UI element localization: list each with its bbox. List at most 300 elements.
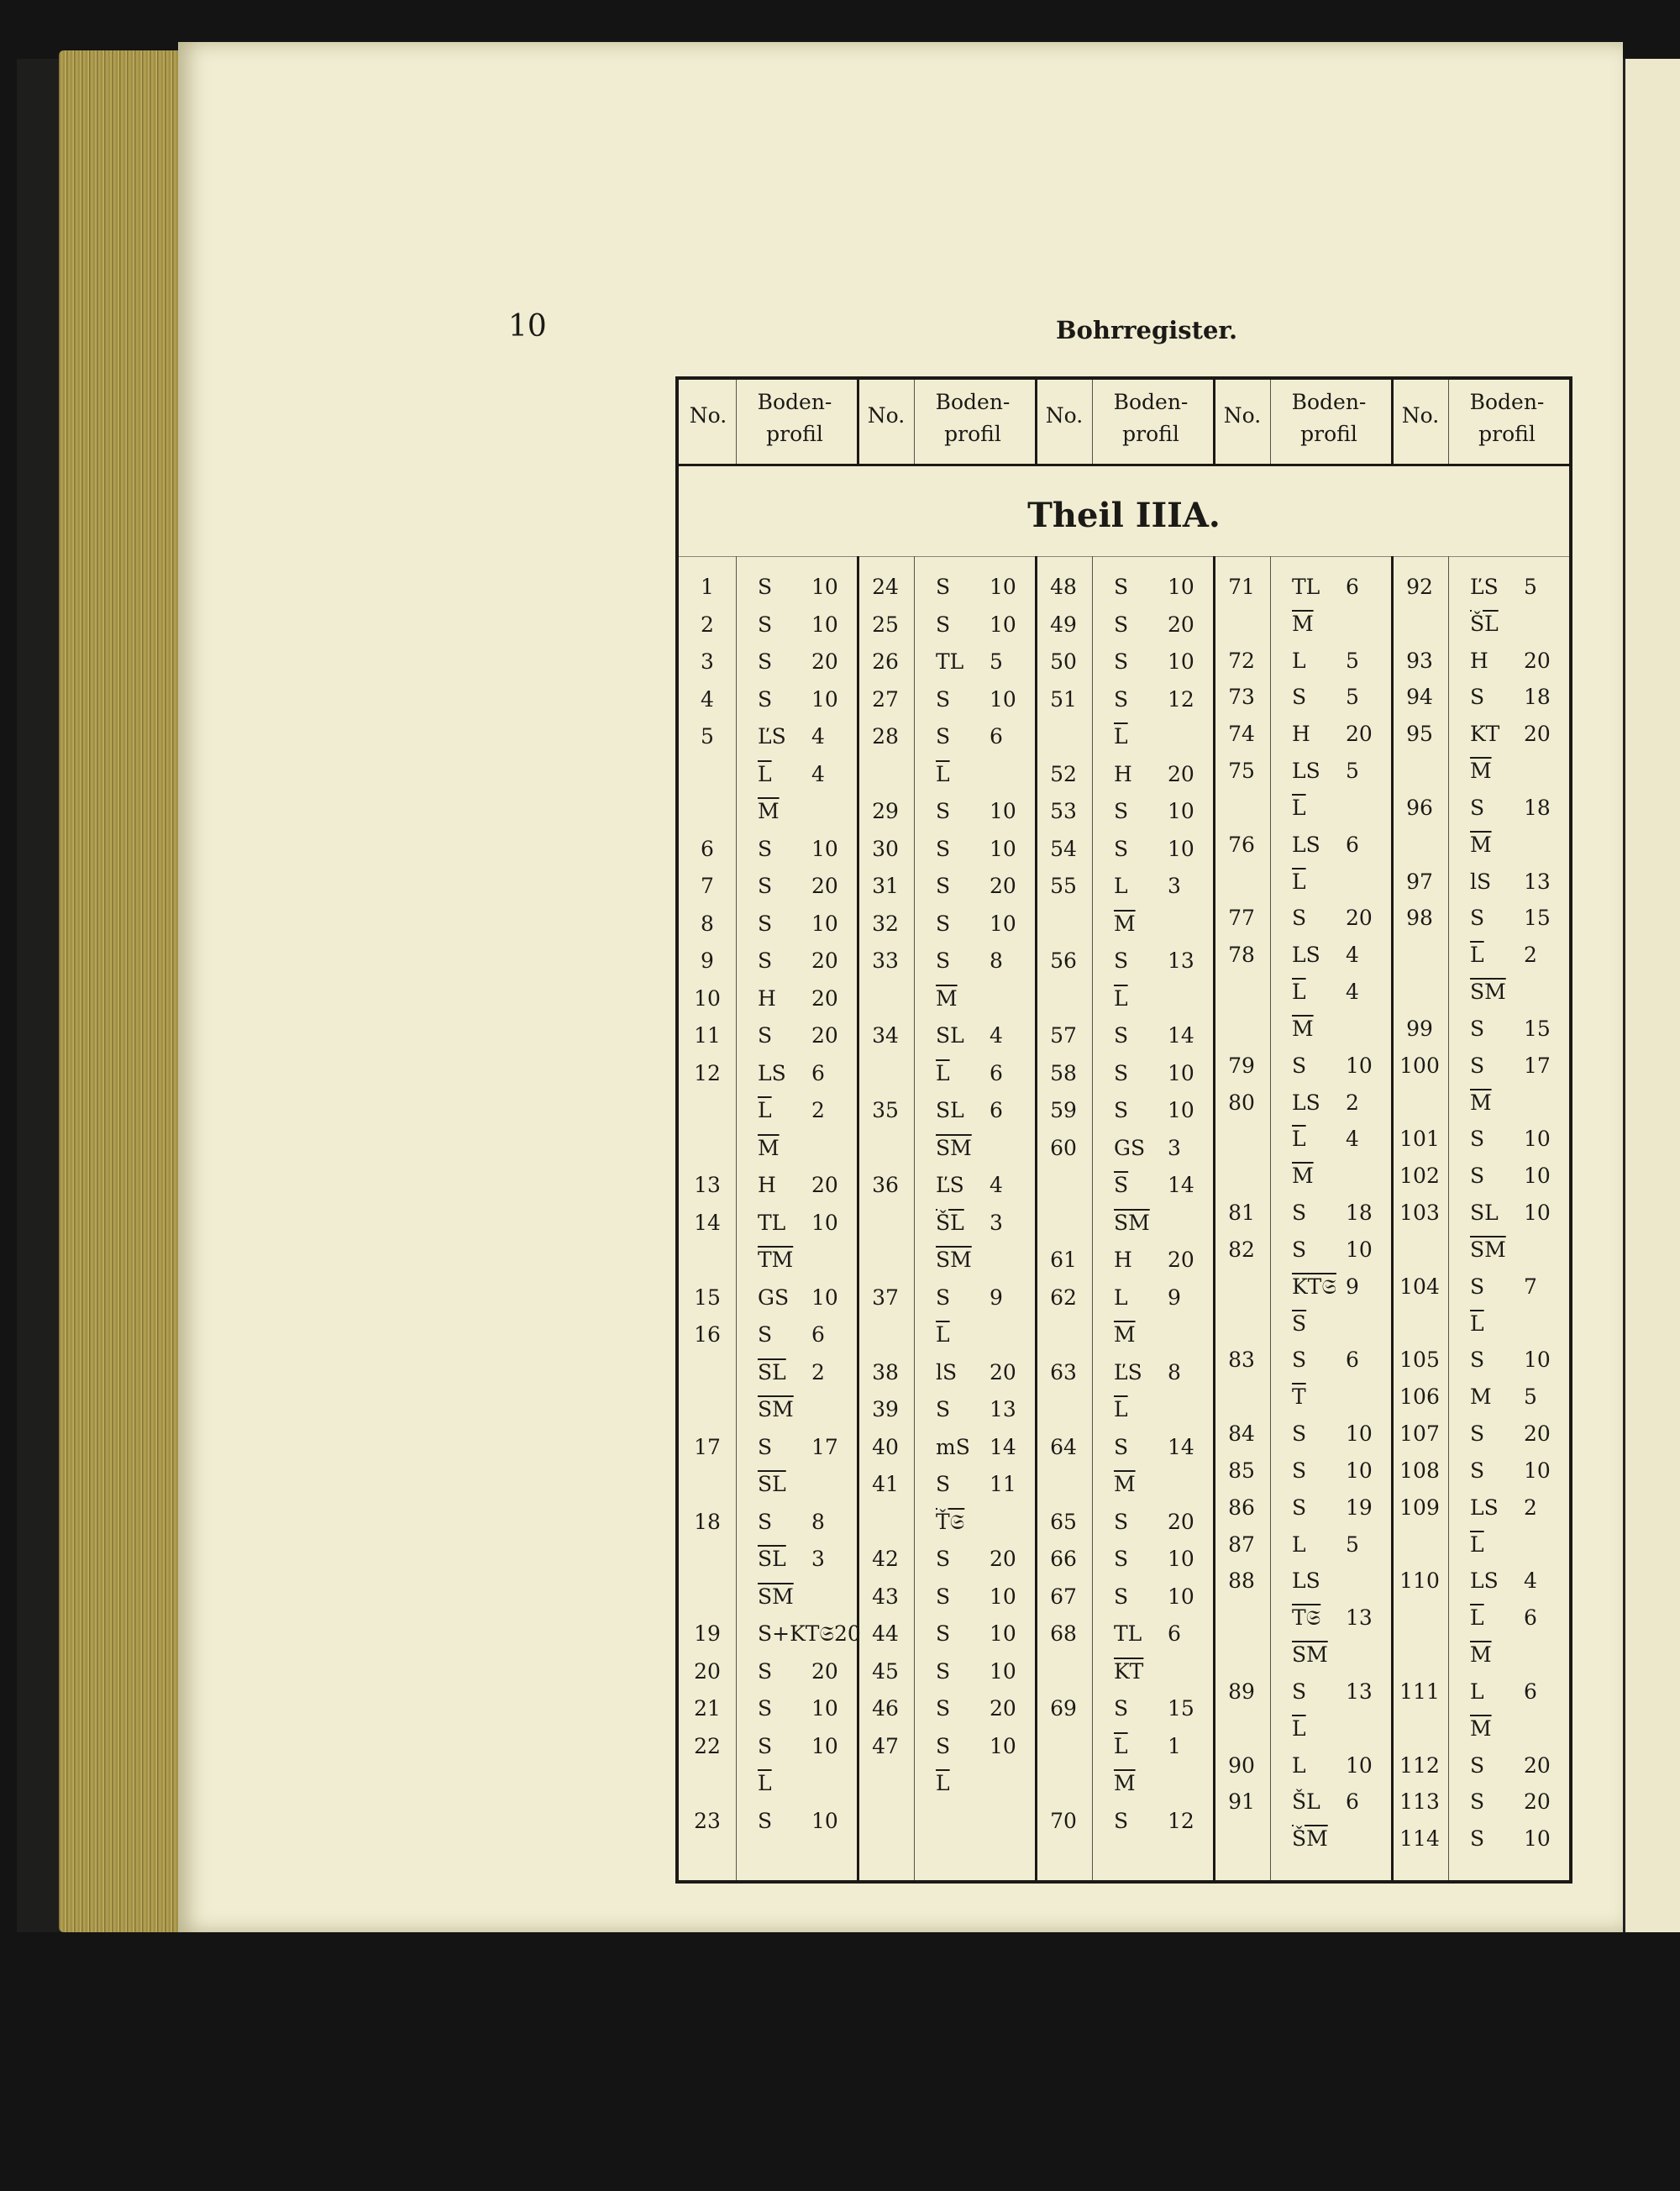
no-profile-separator-body (736, 556, 737, 1880)
depth-value: 10 (1346, 1752, 1373, 1778)
depth-value: 5 (990, 649, 1003, 674)
depth-value: 10 (1524, 1164, 1551, 1189)
entry-number: 60 (1050, 1135, 1077, 1160)
depth-value: 20 (811, 948, 838, 973)
entry-number: 27 (872, 686, 899, 712)
soil-code: S (758, 649, 773, 674)
entry-number: 104 (1399, 1274, 1440, 1299)
depth-value: 10 (1524, 1458, 1551, 1483)
soil-code: S (936, 575, 951, 599)
entry-number: 34 (872, 1023, 899, 1048)
entry-number: 59 (1050, 1098, 1077, 1122)
depth-value: 14 (1168, 1023, 1194, 1048)
soil-code: TL (1114, 1621, 1142, 1646)
soil-code: H (1470, 648, 1488, 673)
entry-number: 43 (872, 1584, 899, 1609)
soil-code: $\overline{L}$ (936, 1060, 950, 1085)
soil-code: $\overline{L}$ (1292, 1715, 1306, 1741)
soil-code: S (1114, 1434, 1129, 1459)
group-separator-body (1213, 556, 1215, 1880)
soil-code: LS (758, 1060, 786, 1085)
soil-code: $\overline{L}$ (1470, 1605, 1484, 1631)
entry-number: 32 (872, 911, 899, 936)
soil-code: $\overline{M}$ (1470, 759, 1492, 784)
depth-value: 15 (1524, 906, 1551, 931)
soil-code: $\overline{M}$ (758, 1135, 780, 1160)
depth-value: 10 (811, 686, 838, 712)
entry-number: 6 (701, 836, 714, 861)
soil-code: M (1470, 1384, 1492, 1410)
soil-code: S (936, 911, 951, 936)
entry-number: 58 (1050, 1060, 1077, 1085)
depth-value: 6 (811, 1322, 825, 1347)
entry-number: 84 (1228, 1421, 1255, 1447)
soil-code: S (1470, 1164, 1485, 1189)
soil-code: ĽS (1114, 1359, 1142, 1384)
depth-value: 14 (1168, 1173, 1194, 1197)
entry-number: 96 (1406, 795, 1433, 820)
depth-value: 12 (1168, 1808, 1194, 1833)
soil-code: T𝔖 (1292, 1605, 1321, 1631)
depth-value: 2 (1524, 1495, 1537, 1520)
soil-code: GS (758, 1285, 790, 1310)
soil-code: SL (936, 1023, 964, 1048)
depth-value: 20 (1168, 612, 1194, 637)
soil-code: S (936, 1733, 951, 1758)
soil-code: S (1114, 1547, 1129, 1571)
soil-code: SL (936, 1098, 964, 1122)
entry-number: 106 (1399, 1384, 1440, 1410)
depth-value: 20 (1168, 1509, 1194, 1534)
running-head: Bohrregister. (1056, 316, 1238, 344)
depth-value: 20 (990, 874, 1016, 898)
soil-code: $\overline{L}$ (758, 761, 772, 786)
soil-code: ĽS (758, 724, 786, 749)
entry-number: 18 (694, 1509, 721, 1534)
soil-code: TL (1292, 575, 1320, 599)
soil-code: S (936, 1397, 951, 1421)
soil-code: TL (936, 649, 964, 674)
depth-value: 10 (1346, 1053, 1373, 1078)
depth-value: 2 (811, 1359, 825, 1384)
entry-number: 48 (1050, 575, 1077, 599)
soil-code: $\overline{L}$ (1114, 724, 1128, 749)
soil-code: S (758, 686, 773, 712)
soil-code: $\overline{SL}$ (758, 1359, 786, 1384)
soil-code: $\overline{L}$ (1470, 943, 1484, 968)
depth-value: 10 (990, 575, 1016, 599)
entry-number: 15 (694, 1285, 721, 1310)
soil-code: S (936, 1547, 951, 1571)
soil-code: S (1470, 1016, 1485, 1041)
entry-number: 16 (694, 1322, 721, 1347)
soil-code: S (936, 612, 951, 637)
depth-value: 20 (1168, 761, 1194, 786)
depth-value: 9 (1168, 1285, 1181, 1310)
book-page (178, 42, 1623, 1932)
entry-number: 13 (694, 1173, 721, 1197)
soil-code: LS (1292, 943, 1320, 968)
depth-value: 10 (1168, 1584, 1194, 1609)
entry-number: 108 (1399, 1458, 1440, 1483)
entry-number: 80 (1228, 1090, 1255, 1115)
soil-code: S (1114, 836, 1129, 861)
soil-code: $\overline{M}$ (758, 799, 780, 823)
soil-code: $\overline{L}$ (758, 1771, 772, 1795)
depth-value: 20 (1346, 906, 1373, 931)
column-header-no: No. (689, 403, 727, 428)
entry-number: 69 (1050, 1696, 1077, 1721)
depth-value: 10 (1524, 1348, 1551, 1373)
soil-code: S (758, 911, 773, 936)
soil-code: $\overline{L}$ (1470, 1311, 1484, 1336)
soil-code: $\overline{L}$ (1470, 1532, 1484, 1557)
depth-value: 6 (1524, 1605, 1537, 1631)
soil-code: LS (1470, 1495, 1499, 1520)
soil-code: S (758, 1733, 773, 1758)
depth-value: 5 (1346, 1532, 1359, 1557)
entry-number: 22 (694, 1733, 721, 1758)
depth-value: 20 (811, 985, 838, 1011)
soil-code: $\overline{SM}$ (1292, 1642, 1328, 1668)
soil-code: S (1470, 906, 1485, 931)
entry-number: 102 (1399, 1164, 1440, 1189)
soil-code: $\overline{M}$ (1114, 1322, 1136, 1347)
soil-code: S (1114, 612, 1129, 637)
soil-code: $\overline{ŠL}$ (1470, 611, 1499, 636)
soil-code: $\overline{L}$ (936, 1322, 950, 1347)
entry-number: 109 (1399, 1495, 1440, 1520)
soil-code: $\overline{M}$ (1114, 1472, 1136, 1496)
soil-code: L (1292, 1752, 1306, 1778)
entry-number: 42 (872, 1547, 899, 1571)
depth-value: 6 (1346, 832, 1359, 857)
entry-number: 57 (1050, 1023, 1077, 1048)
entry-number: 21 (694, 1696, 721, 1721)
entry-number: 49 (1050, 612, 1077, 637)
next-page-edge (1623, 59, 1680, 1932)
depth-value: 4 (811, 761, 825, 786)
soil-code: $\overline{L}$ (758, 1098, 772, 1122)
soil-code: S (936, 1658, 951, 1684)
soil-code: S (758, 836, 773, 861)
depth-value: 3 (1168, 874, 1181, 898)
soil-code: $\overline{L}$ (1114, 985, 1128, 1011)
column-header-profile: Boden- profil (1291, 390, 1367, 446)
entry-number: 79 (1228, 1053, 1255, 1078)
soil-code: S (758, 1322, 773, 1347)
entry-number: 101 (1399, 1127, 1440, 1152)
depth-value: 10 (811, 911, 838, 936)
entry-number: 3 (701, 649, 714, 674)
depth-value: 6 (1346, 1348, 1359, 1373)
soil-code: LS (1292, 759, 1320, 784)
column-header-no: No. (867, 403, 906, 428)
no-profile-separator-body (1448, 556, 1449, 1880)
depth-value: 6 (990, 724, 1003, 749)
entry-number: 81 (1228, 1201, 1255, 1226)
depth-value: 20 (1168, 1248, 1194, 1272)
entry-number: 100 (1399, 1053, 1440, 1078)
soil-code: S (1292, 1495, 1307, 1520)
entry-number: 91 (1228, 1789, 1255, 1815)
entry-number: 24 (872, 575, 899, 599)
soil-code: S (1470, 1053, 1485, 1078)
entry-number: 38 (872, 1359, 899, 1384)
depth-value: 20 (1524, 722, 1551, 747)
soil-code: $\overline{SM}$ (1470, 980, 1506, 1005)
soil-code: S (1292, 1679, 1307, 1704)
entry-number: 75 (1228, 759, 1255, 784)
depth-value: 3 (990, 1210, 1003, 1235)
entry-number: 107 (1399, 1421, 1440, 1447)
entry-number: 83 (1228, 1348, 1255, 1373)
entry-number: 76 (1228, 832, 1255, 857)
depth-value: 10 (811, 1285, 838, 1310)
entry-number: 78 (1228, 943, 1255, 968)
soil-code: $\overline{M}$ (1292, 1164, 1314, 1189)
entry-number: 40 (872, 1434, 899, 1459)
soil-code: S (1114, 948, 1129, 973)
entry-number: 20 (694, 1658, 721, 1684)
entry-number: 90 (1228, 1752, 1255, 1778)
entry-number: 53 (1050, 799, 1077, 823)
depth-value: 8 (990, 948, 1003, 973)
entry-number: 5 (701, 724, 714, 749)
soil-code: ĽS (1470, 575, 1499, 599)
group-separator-body (857, 556, 859, 1880)
soil-code: S (1114, 1808, 1129, 1833)
soil-code: GS (1114, 1135, 1146, 1160)
soil-code: $\overline{L}$ (1292, 1127, 1306, 1152)
soil-code: $\overline{L}$ (936, 1771, 950, 1795)
soil-code: H (1114, 761, 1132, 786)
depth-value: 13 (1346, 1605, 1373, 1631)
entry-number: 31 (872, 874, 899, 898)
depth-value: 4 (811, 724, 825, 749)
entry-number: 19 (694, 1621, 721, 1646)
depth-value: 10 (811, 1210, 838, 1235)
entry-number: 71 (1228, 575, 1255, 599)
depth-value: 6 (990, 1060, 1003, 1085)
depth-value: 10 (1524, 1201, 1551, 1226)
soil-code: $\overline{M}$ (936, 985, 958, 1011)
entry-number: 11 (694, 1023, 721, 1048)
entry-number: 73 (1228, 685, 1255, 710)
soil-code: S (1292, 1201, 1307, 1226)
soil-code: $\overline{ŠL}$ (936, 1210, 964, 1235)
soil-code: S (1114, 799, 1129, 823)
depth-value: 10 (811, 575, 838, 599)
depth-value: 8 (1168, 1359, 1181, 1384)
soil-code: S (1114, 1098, 1129, 1122)
depth-value: 5 (1346, 648, 1359, 673)
soil-code: S (1114, 1584, 1129, 1609)
depth-value: 10 (1168, 836, 1194, 861)
depth-value: 10 (1168, 575, 1194, 599)
soil-code: $\overline{S}$ (1114, 1173, 1129, 1197)
column-header-no: No. (1045, 403, 1084, 428)
entry-number: 52 (1050, 761, 1077, 786)
depth-value: 10 (1168, 1547, 1194, 1571)
soil-code: $\overline{M}$ (1292, 611, 1314, 636)
entry-number: 88 (1228, 1568, 1255, 1594)
depth-value: 6 (1346, 575, 1359, 599)
entry-number: 62 (1050, 1285, 1077, 1310)
soil-code: S (1114, 575, 1129, 599)
entry-number: 65 (1050, 1509, 1077, 1534)
soil-code: $\overline{KT}$ (1114, 1658, 1144, 1684)
entry-number: 1 (701, 575, 714, 599)
entry-number: 114 (1399, 1826, 1440, 1852)
group-separator-body (1035, 556, 1037, 1880)
soil-code: S (758, 612, 773, 637)
depth-value: 9 (990, 1285, 1003, 1310)
entry-number: 98 (1406, 906, 1433, 931)
depth-value: 5 (1346, 759, 1359, 784)
entry-number: 44 (872, 1621, 899, 1646)
group-separator-body (1391, 556, 1394, 1880)
soil-code: S (758, 575, 773, 599)
depth-value: 15 (1524, 1016, 1551, 1041)
depth-value: 10 (1524, 1127, 1551, 1152)
entry-number: 55 (1050, 874, 1077, 898)
depth-value: 20 (990, 1359, 1016, 1384)
soil-code: ŠL (1292, 1789, 1320, 1815)
entry-number: 77 (1228, 906, 1255, 931)
soil-code: $\overline{SM}$ (758, 1584, 794, 1609)
depth-value: 4 (1346, 943, 1359, 968)
depth-value: 20 (990, 1547, 1016, 1571)
depth-value: 13 (990, 1397, 1016, 1421)
soil-code: S (1292, 685, 1307, 710)
depth-value: 10 (811, 836, 838, 861)
page-number: 10 (508, 309, 547, 344)
soil-code: KT𝔖 (1292, 1274, 1336, 1299)
entry-number: 33 (872, 948, 899, 973)
depth-value: 3 (811, 1547, 825, 1571)
depth-value: 3 (1168, 1135, 1181, 1160)
soil-code: $\overline{T}$ (1292, 1384, 1306, 1410)
entry-number: 63 (1050, 1359, 1077, 1384)
depth-value: 20 (1524, 1421, 1551, 1447)
soil-code: S (1114, 649, 1129, 674)
column-header-profile: Boden- profil (935, 390, 1011, 446)
soil-code: S (1470, 685, 1485, 710)
soil-code: S (758, 1658, 773, 1684)
entry-number: 36 (872, 1173, 899, 1197)
soil-code: H (758, 985, 776, 1011)
column-header-no: No. (1223, 403, 1262, 428)
entry-number: 37 (872, 1285, 899, 1310)
no-profile-separator-body (914, 556, 915, 1880)
no-profile-separator-body (1092, 556, 1093, 1880)
depth-value: 10 (990, 836, 1016, 861)
soil-code: $\overline{M}$ (1470, 1090, 1492, 1115)
depth-value: 4 (990, 1023, 1003, 1048)
entry-number: 94 (1406, 685, 1433, 710)
soil-code: $\overline{M}$ (1114, 911, 1136, 936)
depth-value: 4 (1346, 1127, 1359, 1152)
entry-number: 45 (872, 1658, 899, 1684)
soil-code: S (1470, 1421, 1485, 1447)
depth-value: 20 (811, 874, 838, 898)
entry-number: 8 (701, 911, 714, 936)
depth-value: 18 (1524, 795, 1551, 820)
entry-number: 50 (1050, 649, 1077, 674)
depth-value: 5 (1524, 1384, 1537, 1410)
soil-code: $\overline{M}$ (1470, 1715, 1492, 1741)
soil-code: S (1292, 1237, 1307, 1262)
depth-value: 20 (811, 1023, 838, 1048)
soil-code: S (758, 1509, 773, 1534)
soil-code: LS (1292, 832, 1320, 857)
depth-value: 17 (1524, 1053, 1551, 1078)
soil-code: S (936, 1584, 951, 1609)
depth-value: 10 (990, 799, 1016, 823)
soil-code: H (758, 1173, 776, 1197)
soil-code: $\overline{TM}$ (758, 1248, 794, 1272)
entry-number: 97 (1406, 869, 1433, 894)
soil-code: $\overline{SM}$ (1114, 1210, 1150, 1235)
header-rule (679, 464, 1569, 466)
depth-value: 10 (1168, 649, 1194, 674)
soil-code: S (1470, 795, 1485, 820)
depth-value: 20 (811, 649, 838, 674)
soil-code: $\overline{SL}$ (758, 1472, 786, 1496)
soil-code: $\overline{S}$ (1292, 1311, 1307, 1336)
depth-value: 10 (990, 1733, 1016, 1758)
entry-number: 23 (694, 1808, 721, 1833)
soil-code: LS (1292, 1568, 1320, 1594)
soil-code: L (1470, 1679, 1484, 1704)
entry-number: 113 (1399, 1789, 1440, 1815)
soil-code: $\overline{M}$ (1292, 1016, 1314, 1041)
entry-number: 26 (872, 649, 899, 674)
soil-code: S (936, 1285, 951, 1310)
column-header-profile: Boden- profil (1113, 390, 1189, 446)
soil-code: $\overline{SL}$ (758, 1547, 786, 1571)
soil-code: S (758, 1434, 773, 1459)
page-edges (59, 50, 185, 1932)
no-profile-separator-body (1270, 556, 1271, 1880)
soil-code: S (1292, 1053, 1307, 1078)
depth-value: 9 (1346, 1274, 1359, 1299)
soil-code: $\overline{SM}$ (758, 1397, 794, 1421)
depth-value: 10 (1346, 1237, 1373, 1262)
entry-number: 87 (1228, 1532, 1255, 1557)
soil-code: H (1114, 1248, 1132, 1272)
soil-code: S (758, 1808, 773, 1833)
entry-number: 66 (1050, 1547, 1077, 1571)
column-header-no: No. (1401, 403, 1440, 428)
soil-code: $\overline{L}$ (1292, 795, 1306, 820)
soil-code: $\overline{M}$ (1470, 832, 1492, 857)
soil-code: $\overline{M}$ (1114, 1771, 1136, 1795)
depth-value: 19 (1346, 1495, 1373, 1520)
entry-number: 29 (872, 799, 899, 823)
soil-code: S (1470, 1789, 1485, 1815)
soil-code: $\overline{L}$ (1114, 1733, 1128, 1758)
soil-code: $\overline{SM}$ (936, 1135, 972, 1160)
soil-code: $\overline{L}$ (1292, 980, 1306, 1005)
entry-number: 61 (1050, 1248, 1077, 1272)
depth-value: 18 (1524, 685, 1551, 710)
soil-code: S (936, 686, 951, 712)
depth-value: 20 (811, 1658, 838, 1684)
soil-code: S (1470, 1127, 1485, 1152)
soil-code: S (758, 1696, 773, 1721)
